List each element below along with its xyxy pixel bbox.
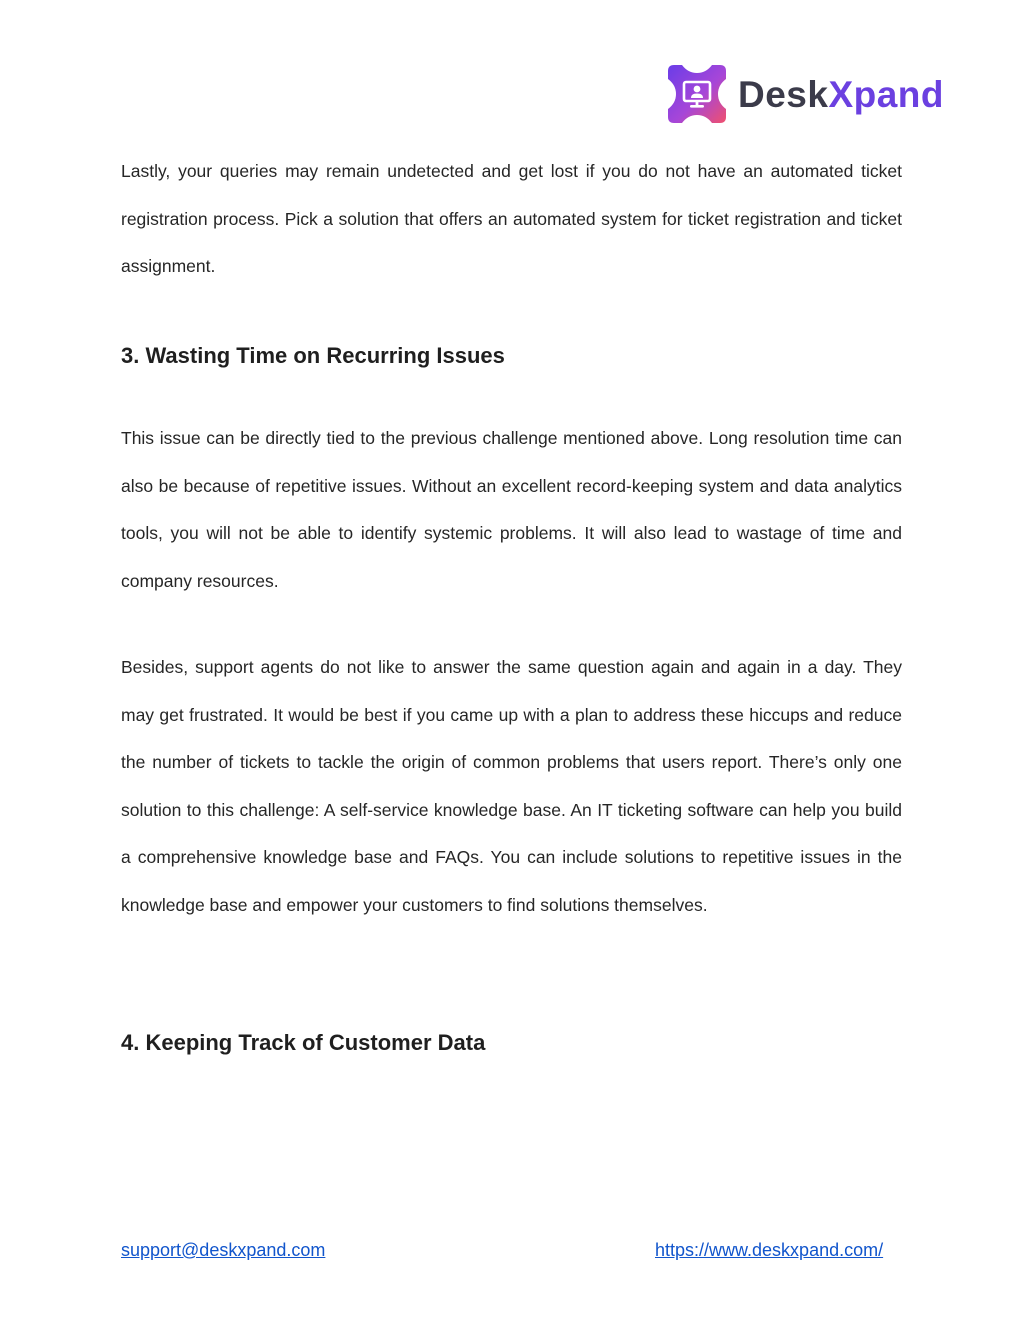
logo-text-xpand: Xpand (828, 73, 945, 115)
support-email-link[interactable]: support@deskxpand.com (121, 1240, 326, 1260)
logo-wordmark (738, 73, 945, 115)
website-link[interactable]: https://www.deskxpand.com/ (655, 1240, 884, 1260)
paragraph-repetitive-issues: This issue can be directly tied to the previous challenge mentioned above. Long resolution time can also be because of repetitive issues. Without an excellent record-keeping system and data analytics tools, you will not be able to identify systemic problems. It will also lead to wastage of time and company resources. (121, 428, 902, 591)
monitor-person-x-icon (664, 61, 730, 127)
heading-recurring-issues: 3. Wasting Time on Recurring Issues (121, 343, 505, 368)
logo-text-desk: Desk (738, 73, 829, 115)
paragraph-knowledge-base: Besides, support agents do not like to answer the same question again and again in a day. They may get frustrated. It would be best if you came up with a plan to address these hiccups and reduce the number of tickets to tackle the origin of common problems that users report. There’s only one solution to this challenge: A self-service knowledge base. An IT ticketing software can help you build a comprehensive knowledge base and FAQs. You can include solutions to repetitive issues in the knowledge base and empower your customers to find solutions themselves. (121, 657, 902, 915)
heading-customer-data: 4. Keeping Track of Customer Data (121, 1030, 486, 1055)
deskxpand-logo (664, 60, 944, 128)
paragraph-automated-ticket-registration: Lastly, your queries may remain undetected and get lost if you do not have an automated ticket registration process. Pick a solution that offers an automated system for ticket registration and ticket assignment. (121, 161, 902, 277)
